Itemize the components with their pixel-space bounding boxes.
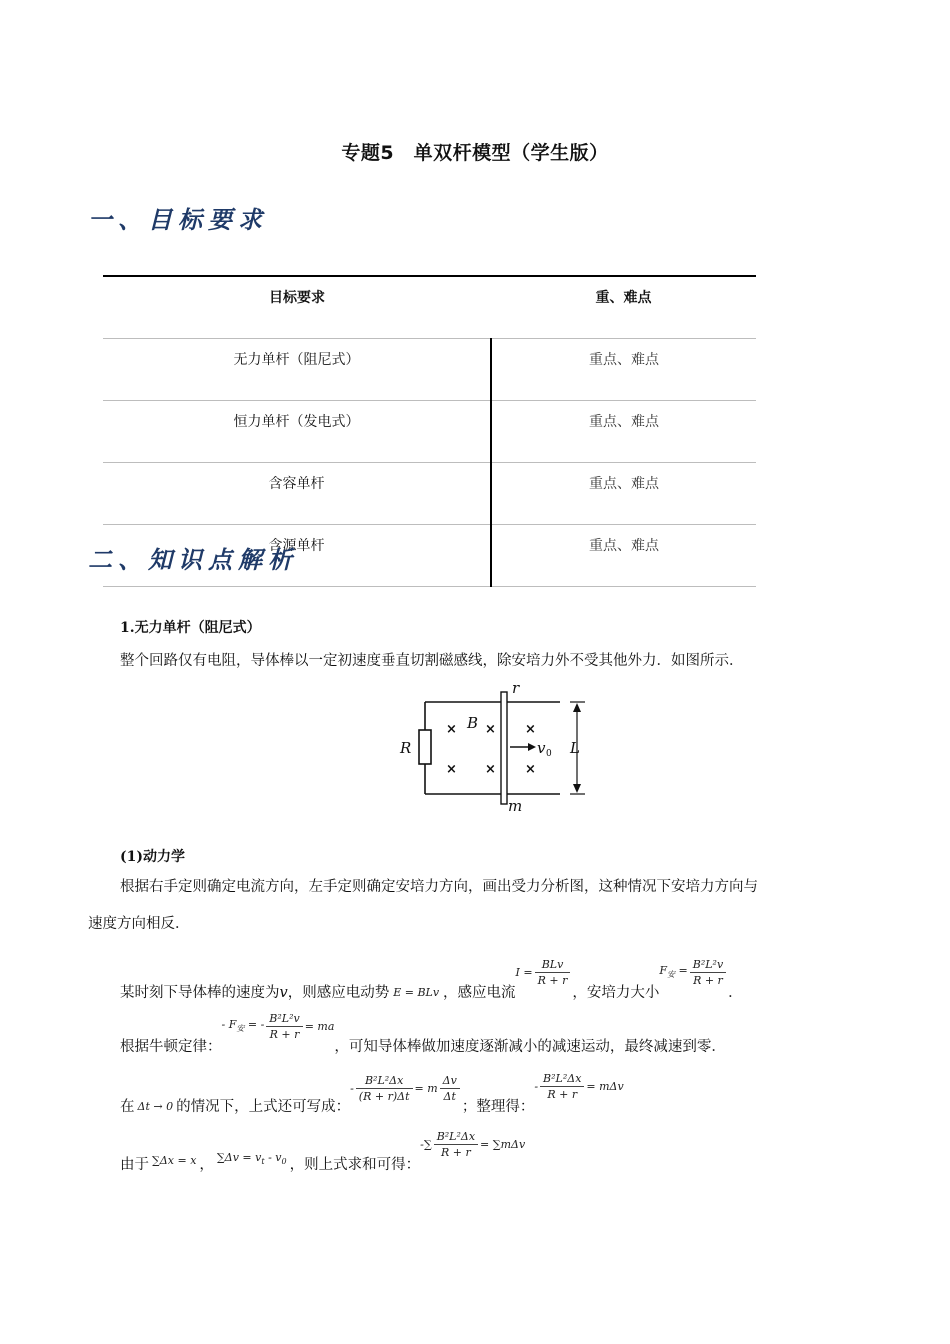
svg-text:×: × [446,762,457,777]
table-cell-goal: 无力单杆（阻尼式） [103,339,491,401]
label-length-L: L [570,739,580,757]
formula-sum-v: $\sum\Delta v = v_t - v_0$ [216,1150,287,1166]
label-resistor-R: R [400,739,412,757]
table-cell-difficulty: 重点、难点 [491,401,756,463]
table-cell-goal: 含源单杆 [103,525,491,587]
formula-current: I = $\frac{\text{BLv}}{R + r}$ [516,959,573,986]
equation-line-newton: 根据牛顿定律： - $F_安$ = - $\frac{\text{B²L²v}}{R + r}$ = ma ，可知导体棒做加速度逐渐减小的减速运动，最终减速到零． [120,1012,726,1055]
svg-text:×: × [525,762,536,777]
table-row [103,463,756,525]
label-velocity-subscript: 0 [546,749,552,759]
paragraph-dynamics-line1: 根据右手定则确定电流方向，左手定则确定安培力方向，画出受力分析图，这种情况下安培力方向与 [120,879,758,895]
circuit-diagram [390,680,600,815]
label-velocity-v0: v [537,739,546,757]
paragraph-dynamics-line2: 速度方向相反． [88,916,190,932]
label-magnetic-field-B: B [467,714,479,732]
conductor-rod [501,692,507,804]
subsection-title-dynamics: (1)动力学 [120,849,185,865]
table-cell-goal: 恒力单杆（发电式） [103,401,491,463]
table-header-difficulty: 重、难点 [491,276,756,339]
table-cell-difficulty: 重点、难点 [491,525,756,587]
section-heading-analysis: 二、知识点解析 [88,546,298,574]
formula-differential: - $\frac{\text{B²L²Δx}}{(R + r)\Delta t}$ = m $\frac{\Delta v}{\Delta t}$ [350,1075,462,1102]
label-rod-resistance-r: r [512,680,520,697]
formula-sum-x: ∑Δx = x [152,1154,197,1167]
svg-text:×: × [485,762,496,777]
label-mass-m: m [508,797,523,815]
table-cell-difficulty: 重点、难点 [491,339,756,401]
formula-ampere-force: $F_安$ = $\frac{\text{B²L²v}}{R + r}$ [659,959,728,986]
subsection-title-damped-rod: 1.无力单杆（阻尼式） [120,620,261,636]
formula-newton: - $F_安$ = - $\frac{\text{B²L²v}}{R + r}$ = ma [221,1012,335,1041]
section-heading-goals: 一、目标要求 [88,206,268,234]
formula-summed: -∑ $\frac{\text{B²L²Δx}}{R + r}$ = ∑mΔv [420,1130,526,1159]
table-header-row [103,276,756,339]
svg-text:×: × [485,722,496,737]
table-cell-goal: 含容单杆 [103,463,491,525]
document-title: 专题5 单双杆模型（学生版） [341,142,609,164]
svg-text:×: × [525,722,536,737]
formula-limit: Δt → 0 [137,1100,174,1113]
svg-text:×: × [446,722,457,737]
paragraph-intro: 整个回路仅有电阻，导体棒以一定初速度垂直切割磁感线，除安培力外不受其他外力．如图所示． [120,653,744,669]
table-row [103,339,756,401]
equation-line-summation: 由于 ∑Δx = x ， $\sum\Delta v = v_t - v_0$ ，则上式求和可得： -∑ $\frac{\text{B²L²Δx}}{R + r}$ = ∑mΔv [120,1130,526,1173]
equation-line-limit: 在 Δt → 0 的情况下，上式还可写成： - $\frac{\text{B²L²Δx}}{(R + r)\Delta t}$ = m $\frac{\Delta v}{\Delta t}$ ；整理得： - $\frac{\text{B²L²Δx}}{R + r}$ = mΔv [120,1072,624,1115]
table-cell-difficulty: 重点、难点 [491,463,756,525]
table-row [103,401,756,463]
formula-rearranged: - $\frac{\text{B²L²Δx}}{R + r}$ = mΔv [534,1072,624,1101]
table-header-goal: 目标要求 [103,276,491,339]
equation-line-emf: 某时刻下导体棒的速度为 v ，则感应电动势 E = BLv ，感应电流 I = $\frac{\text{BLv}}{R + r}$ ，安培力大小 $F_安$ = $\frac{\text{B²L²v}}{R + r}$ ． [120,958,743,1001]
formula-emf: E = BLv [393,986,440,999]
